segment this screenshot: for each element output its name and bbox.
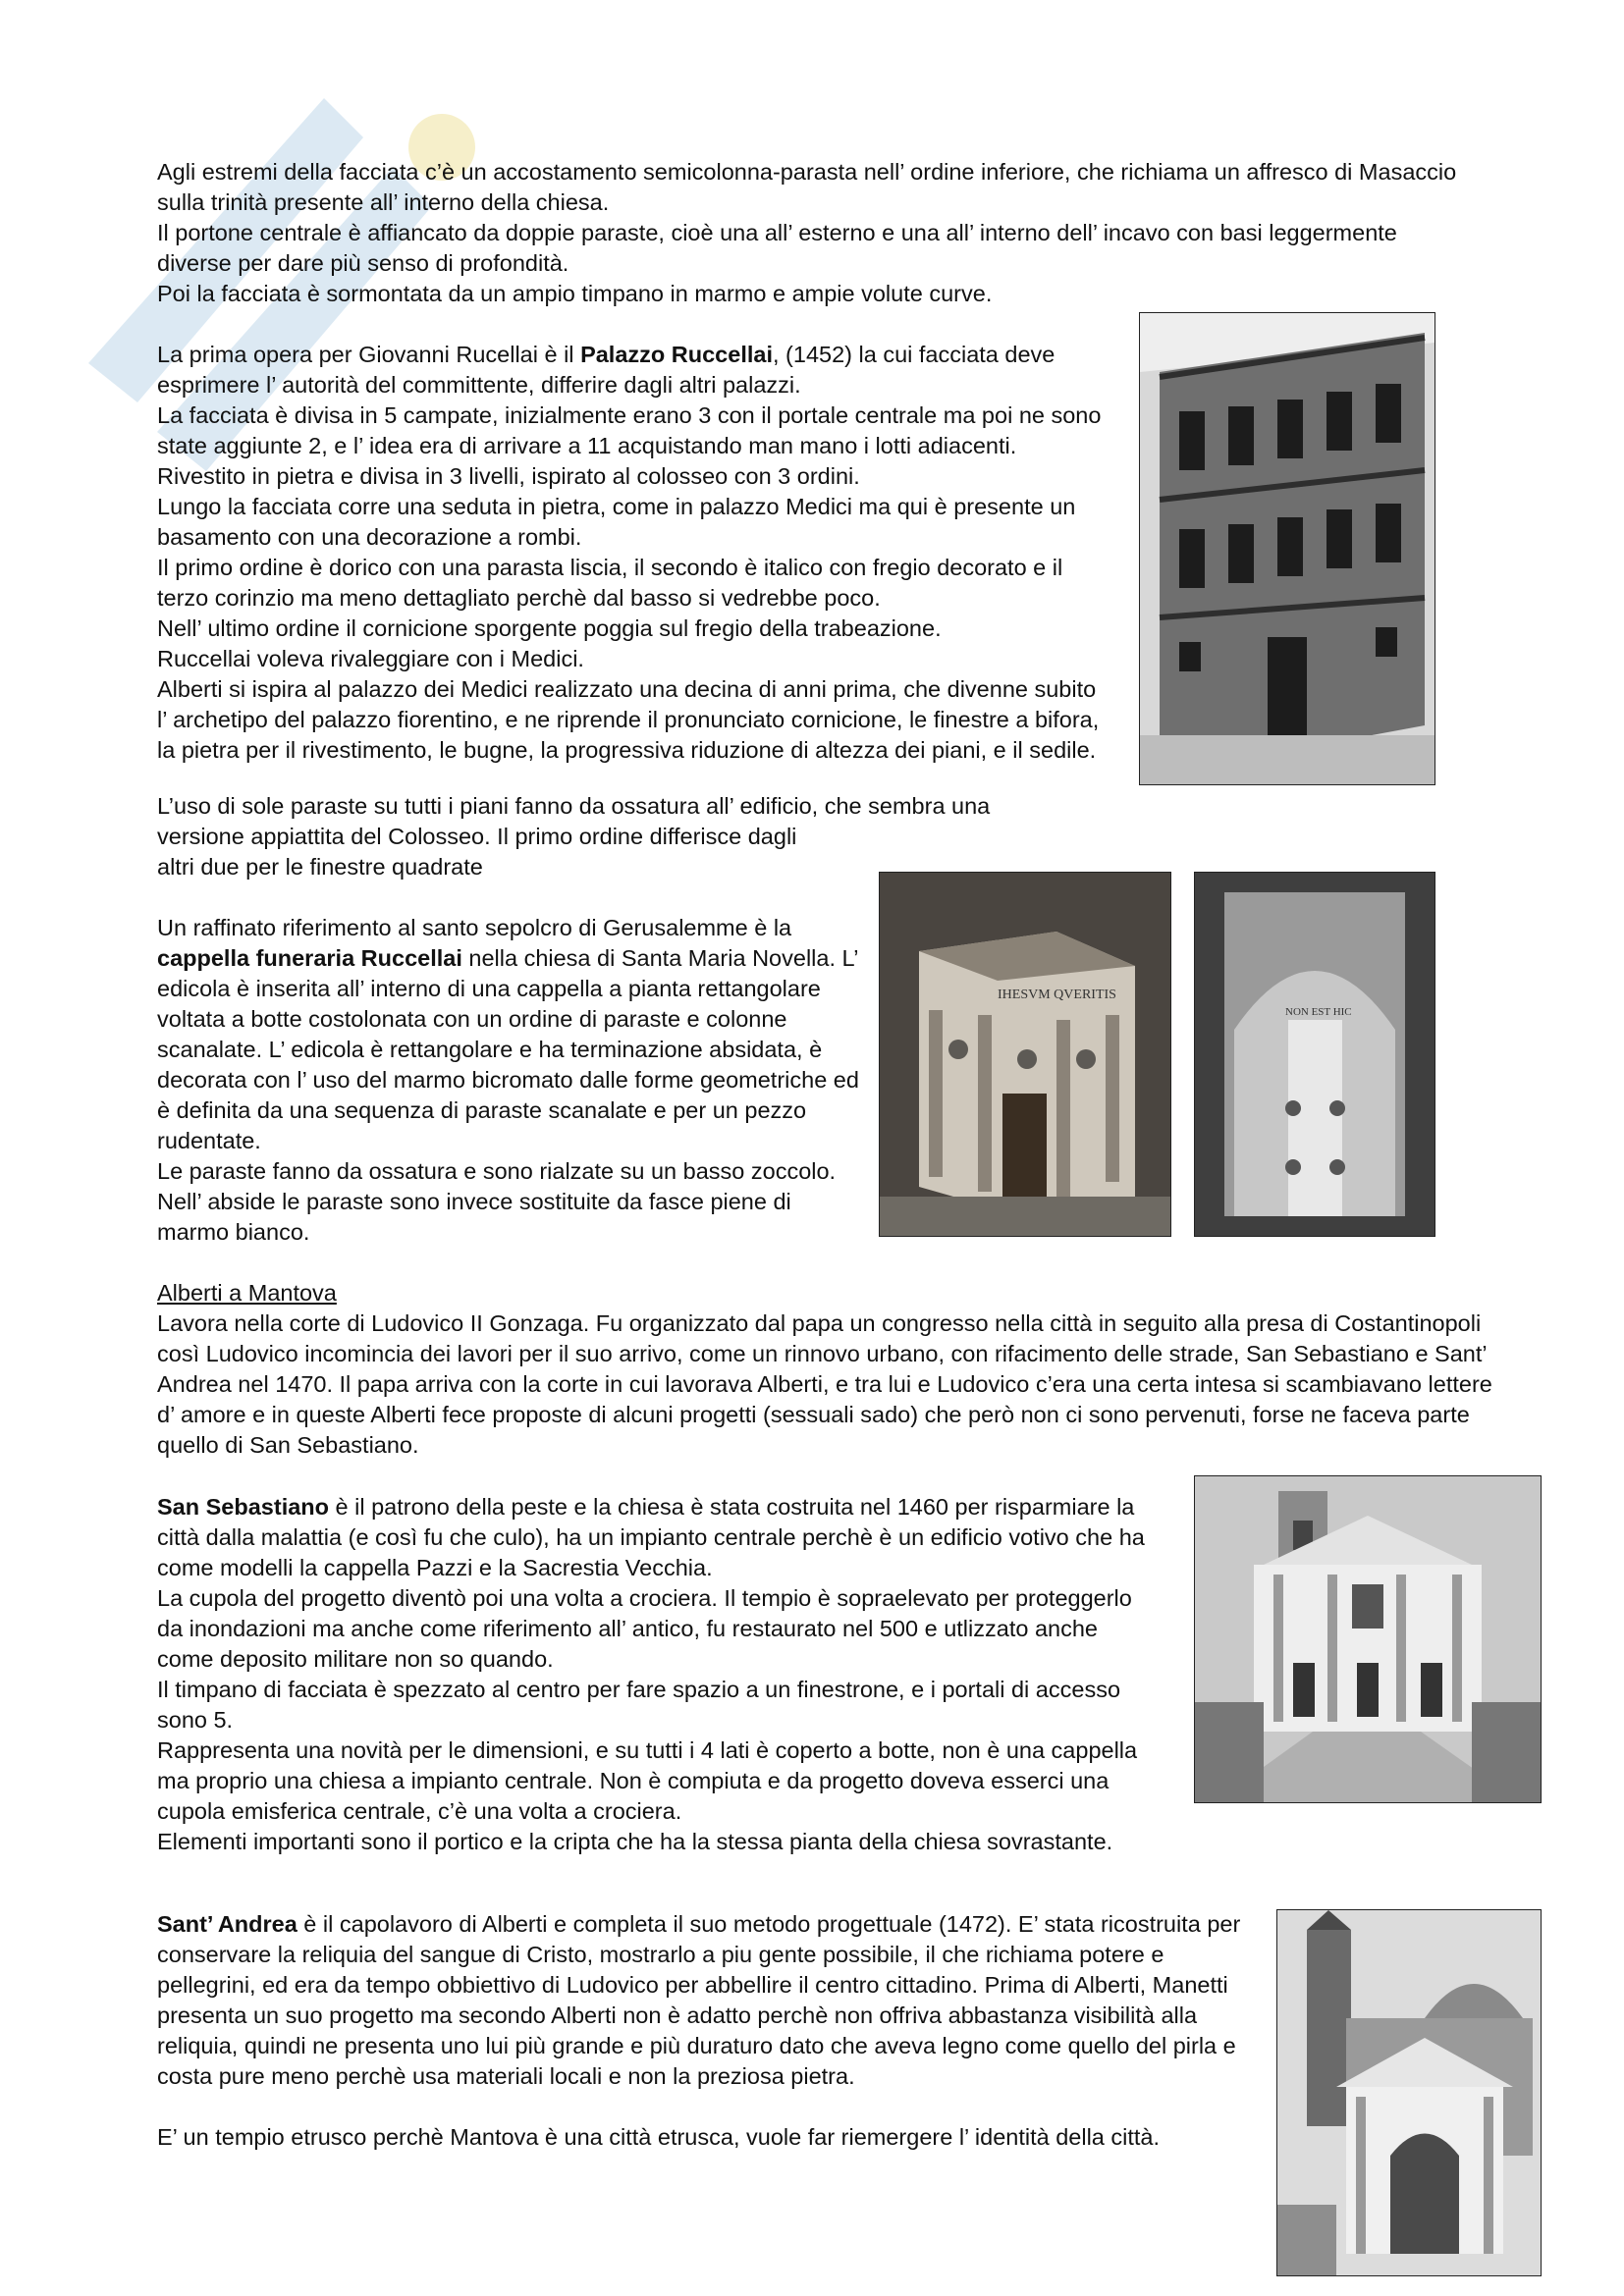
sant-andrea-photo xyxy=(1276,1909,1542,2276)
palazzo-paragraph: Il primo ordine è dorico con una parasta liscia, il secondo è italico con fregio decorato e il terzo corinzio ma meno dettagliato perchè dal basso si vedrebbe poco. xyxy=(157,555,1063,611)
cappella-title: cappella funeraria Ruccellai xyxy=(157,945,462,971)
andrea-title: Sant’ Andrea xyxy=(157,1911,298,1937)
san-sebastiano-photo xyxy=(1194,1475,1542,1803)
cappella-paragraph: Le paraste fanno da ossatura e sono rialzate su un basso zoccolo. Nell’ abside le paraste sono invece sostituite da fasce piene di marmo bianco. xyxy=(157,1158,837,1245)
sebastiano-paragraph: Rappresenta una novità per le dimensioni, e su tutti i 4 lati è coperto a botte, non è una cappella ma proprio una chiesa a impianto centrale. Non è compiuta e da progetto doveva esserci una cupola emisferica centrale, c’è una volta a crociera. xyxy=(157,1737,1138,1824)
palazzo-paragraph: Lungo la facciata corre una seduta in pietra, come in palazzo Medici ma qui è presente un basamento con una decorazione a rombi. xyxy=(157,494,1076,550)
san-sebastiano-section xyxy=(157,1492,1149,1857)
intro-section xyxy=(157,157,1463,309)
mantova-paragraph: Lavora nella corte di Ludovico II Gonzaga. Fu organizzato dal papa un congresso nella città in seguito alla presa di Costantinopoli così Ludovico incomincia dei lavori per il suo arrivo, come un rinnovo urbano, con rifacimento delle strade, San Sebastiano e Sant’ Andrea nel 1470. Il papa arriva con la corte in cui lavorava Alberti, e tra lui e Ludovico c’era una certa intesa si scambiavano lettere d’ amore e in queste Alberti fece proposte di alcuni progetti (sessuali sado) che però non ci sono pervenuti, forse ne faceva parte quello di San Sebastiano. xyxy=(157,1310,1492,1458)
palazzo-title: Palazzo Ruccellai xyxy=(580,342,773,367)
sebastiano-title: San Sebastiano xyxy=(157,1494,329,1520)
intro-paragraph: Il portone centrale è affiancato da doppie paraste, cioè una all’ esterno e una all’ interno dell’ incavo con basi leggermente diverse per dare più senso di profondità. xyxy=(157,220,1397,276)
colosseo-line: altri due per le finestre quadrate xyxy=(157,854,483,880)
mantova-heading: Alberti a Mantova xyxy=(157,1280,337,1306)
colosseo-line: L’uso di sole paraste su tutti i piani fanno da ossatura all’ edificio, che sembra una xyxy=(157,793,991,819)
sebastiano-lead xyxy=(157,1492,1149,1583)
cappella-lead-rest: nella chiesa di Santa Maria Novella. L’ edicola è inserita all’ interno di una cappella a pianta rettangolare voltata a botte costolonata con un ordine di paraste e colonne scanalate. L’ edicola è rettangolare e ha terminazione absidata, è decorata con l’ uso del marmo bicromato dalle forme geometriche ed è definita da una sequenza di paraste scanalate e per un pezzo rudentate. xyxy=(157,945,859,1153)
sant-andrea-section xyxy=(157,1909,1257,2092)
cappella-lead-text: Un raffinato riferimento al santo sepolcro di Gerusalemme è la xyxy=(157,915,792,940)
sebastiano-paragraph: La cupola del progetto diventò poi una volta a crociera. Il tempio è sopraelevato per proteggerlo da inondazioni ma anche come riferimento all’ antico, fu restaurato nel 500 e utlizzato anche come deposito militare non so quando. xyxy=(157,1585,1132,1672)
palazzo-rucellai-section xyxy=(157,340,1110,766)
palazzo-lead xyxy=(157,340,1110,400)
palazzo-paragraph: Alberti si ispira al palazzo dei Medici realizzato una decina di anni prima, che divenne subito l’ archetipo del palazzo fiorentino, e ne riprende il pronunciato cornicione, le finestre a bifora, la pietra per il rivestimento, le bugne, la progressiva riduzione di altezza dei piani, e il sedile. xyxy=(157,676,1100,763)
cappella-rucellai-apse-icon xyxy=(1195,873,1435,1236)
palazzo-lead-text: La prima opera per Giovanni Rucellai è il xyxy=(157,342,581,367)
andrea-lead xyxy=(157,1909,1257,2092)
sebastiano-lead-rest: è il patrono della peste e la chiesa è stata costruita nel 1460 per risparmiare la città dalla malattia (e così fu che culo), ha un impianto centrale perchè è un edificio votivo che ha come modelli la cappella Pazzi e la Sacrestia Vecchia. xyxy=(157,1494,1145,1580)
palazzo-lead-rest: , (1452) la cui facciata deve esprimere l’ autorità del committente, differire dagli altri palazzi. xyxy=(157,342,1056,398)
sant-andrea-facade-icon xyxy=(1277,1910,1541,2275)
palazzo-paragraph: La facciata è divisa in 5 campate, inizialmente erano 3 con il portale centrale ma poi ne sono state aggiunte 2, e l’ idea era di arrivare a 11 acquistando man mano i lotti adiacenti. Rivestito in pietra e divisa in 3 livelli, ispirato al colosseo con 3 ordini. xyxy=(157,402,1102,489)
cappella-abside-photo xyxy=(1194,872,1435,1237)
palazzo-paragraph: Nell’ ultimo ordine il cornicione sporgente poggia sul fregio della trabeazione. xyxy=(157,615,942,641)
palazzo-paragraph: Ruccellai voleva rivaleggiare con i Medici. xyxy=(157,646,584,671)
abside-inscription: NON EST HIC xyxy=(1285,1006,1352,1018)
tempietto-photo xyxy=(879,872,1171,1237)
colosseo-paragraph xyxy=(157,791,1139,882)
tempietto-inscription: IHESVM QVERITIS xyxy=(998,988,1116,1002)
intro-paragraph: Poi la facciata è sormontata da un ampio timpano in marmo e ampie volute curve. xyxy=(157,281,993,306)
cappella-rucellai-section xyxy=(157,913,864,1248)
andrea-lead-rest: è il capolavoro di Alberti e completa il suo metodo progettuale (1472). E’ stata ricostruita per conservare la reliquia del sangue di Cristo, mostrarlo a piu gente possibile, il che richiama potere e pellegrini, ed era da tempo obbiettivo di Ludovico per abbellire il centro cittadino. Prima di Alberti, Manetti presenta un suo progetto ma secondo Alberti non è adatto perchè non offriva abbastanza visibilità alla reliquia, quindi ne presenta uno lui più grande e più duraturo dato che aveva legno come quello del pirla e costa pure meno perchè usa materiali locali e non la preziosa pietra. xyxy=(157,1911,1241,2089)
palazzo-rucellai-photo xyxy=(1139,312,1435,785)
cappella-lead xyxy=(157,913,864,1156)
intro-paragraph: Agli estremi della facciata c’è un accostamento semicolonna-parasta nell’ ordine inferiore, che richiama un affresco di Masaccio sulla trinità presente all’ interno della chiesa. xyxy=(157,159,1457,215)
colosseo-line: versione appiattita del Colosseo. Il primo ordine differisce dagli xyxy=(157,824,797,849)
sebastiano-paragraph: Elementi importanti sono il portico e la cripta che ha la stessa pianta della chiesa sovrastante. xyxy=(157,1829,1113,1854)
tempietto-santo-sepolcro-icon xyxy=(880,873,1170,1236)
palazzo-rucellai-icon xyxy=(1140,313,1435,784)
sebastiano-paragraph: Il timpano di facciata è spezzato al centro per fare spazio a un finestrone, e i portali di accesso sono 5. xyxy=(157,1677,1121,1733)
andrea-paragraph: E’ un tempio etrusco perchè Mantova è una città etrusca, vuole far riemergere l’ identità della città. xyxy=(157,2124,1161,2150)
andrea-last-paragraph xyxy=(157,2122,1286,2153)
mantova-section xyxy=(157,1278,1502,1461)
san-sebastiano-facade-icon xyxy=(1195,1476,1541,1802)
